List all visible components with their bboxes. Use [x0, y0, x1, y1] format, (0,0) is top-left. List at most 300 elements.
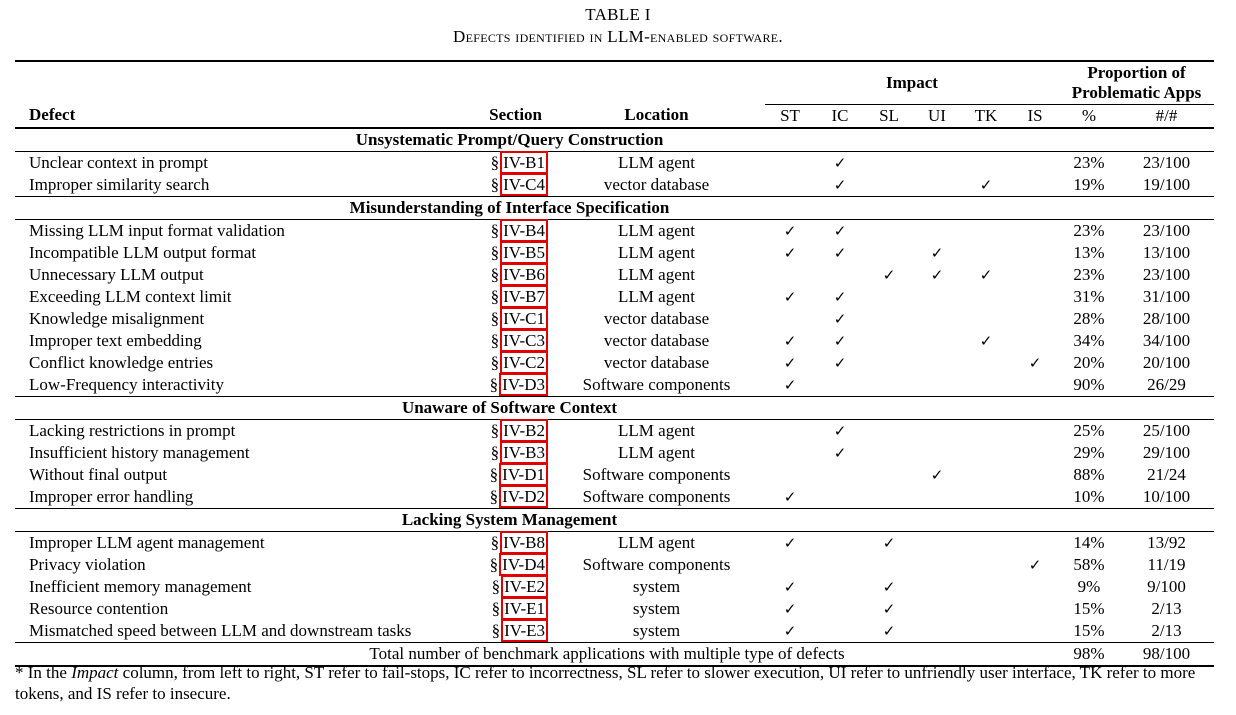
- header-row-1: [15, 61, 1214, 105]
- section-ref: IV-D3: [499, 373, 548, 396]
- impact-ui-cell: [913, 442, 961, 464]
- impact-tk-cell: [961, 464, 1011, 486]
- section-cell: [470, 264, 548, 286]
- impact-ic-cell: [815, 620, 865, 643]
- table-row: [15, 264, 1214, 286]
- impact-ic-cell: [815, 464, 865, 486]
- count-cell: 31/100: [1142, 287, 1191, 306]
- section-cell: [470, 242, 548, 264]
- impact-is-cell: [1011, 220, 1059, 243]
- section-prefix: §: [490, 533, 500, 552]
- pct-cell: 9%: [1077, 577, 1101, 596]
- impact-is-cell: [1011, 576, 1059, 598]
- check-mark-icon: ✓: [783, 288, 797, 306]
- impact-st-cell: [765, 420, 815, 443]
- section-prefix: §: [490, 243, 500, 262]
- defect-cell: Improper similarity search: [29, 175, 210, 194]
- section-cell: [470, 464, 548, 486]
- impact-ic-cell: [815, 532, 865, 555]
- impact-is-cell: [1011, 486, 1059, 509]
- impact-ic-cell: [815, 442, 865, 464]
- check-mark-icon: ✓: [882, 266, 896, 284]
- impact-is-cell: [1011, 554, 1059, 576]
- impact-is-cell: [1011, 174, 1059, 197]
- count-cell: 13/100: [1142, 243, 1191, 262]
- impact-ic-cell: [815, 174, 865, 197]
- header-proportion: [1059, 61, 1214, 105]
- impact-st-cell: [765, 220, 815, 243]
- impact-is-cell: [1011, 598, 1059, 620]
- impact-ic-cell: [815, 242, 865, 264]
- header-impact-sl: SL: [865, 105, 913, 129]
- defect-cell: Exceeding LLM context limit: [29, 287, 232, 306]
- group-row: [15, 509, 1214, 532]
- section-prefix: §: [490, 287, 500, 306]
- defect-cell: Inefficient memory management: [29, 577, 252, 596]
- count-cell: 10/100: [1142, 487, 1191, 506]
- table-row: [15, 620, 1214, 643]
- impact-ic-cell: [815, 152, 865, 175]
- location-cell: system: [632, 621, 681, 640]
- header-pct: %: [1059, 105, 1119, 129]
- section-ref: IV-B5: [500, 241, 548, 264]
- impact-ui-cell: [913, 554, 961, 576]
- section-ref: IV-B7: [500, 285, 548, 308]
- header-impact-tk: TK: [961, 105, 1011, 129]
- impact-ui-cell: [913, 152, 961, 175]
- section-ref: IV-E2: [501, 575, 548, 598]
- count-cell: 11/19: [1147, 555, 1186, 574]
- location-cell: vector database: [603, 175, 710, 194]
- section-cell: [470, 532, 548, 555]
- check-mark-icon: ✓: [783, 578, 797, 596]
- header-impact-st: ST: [765, 105, 815, 129]
- section-prefix: §: [490, 353, 500, 372]
- impact-sl-cell: [865, 242, 913, 264]
- section-cell: [470, 174, 548, 197]
- pct-cell: 88%: [1073, 465, 1105, 484]
- impact-ic-cell: [815, 598, 865, 620]
- group-title: Unaware of Software Context: [15, 397, 1214, 420]
- section-prefix: §: [491, 577, 501, 596]
- pct-cell: 34%: [1073, 331, 1105, 350]
- impact-st-cell: [765, 330, 815, 352]
- section-cell: [470, 330, 548, 352]
- impact-st-cell: [765, 532, 815, 555]
- defect-cell: Unclear context in prompt: [29, 153, 208, 172]
- impact-st-cell: [765, 374, 815, 397]
- impact-ui-cell: [913, 464, 961, 486]
- check-mark-icon: ✓: [783, 376, 797, 394]
- impact-tk-cell: [961, 174, 1011, 197]
- section-prefix: §: [490, 331, 500, 350]
- section-cell: [470, 486, 548, 509]
- section-prefix: §: [490, 175, 500, 194]
- impact-is-cell: [1011, 464, 1059, 486]
- section-ref: IV-D2: [499, 485, 548, 508]
- group-title: Lacking System Management: [15, 509, 1214, 532]
- table-row: [15, 576, 1214, 598]
- check-mark-icon: ✓: [833, 154, 847, 172]
- section-prefix: §: [490, 221, 500, 240]
- pct-cell: 90%: [1073, 375, 1105, 394]
- impact-is-cell: [1011, 264, 1059, 286]
- impact-sl-cell: [865, 174, 913, 197]
- defect-cell: Improper LLM agent management: [29, 533, 265, 552]
- impact-sl-cell: [865, 442, 913, 464]
- section-prefix: §: [489, 555, 499, 574]
- header-count: #/#: [1119, 105, 1214, 129]
- impact-ui-cell: [913, 598, 961, 620]
- check-mark-icon: ✓: [833, 288, 847, 306]
- location-cell: Software components: [582, 555, 731, 574]
- group-row: [15, 128, 1214, 152]
- impact-tk-cell: [961, 330, 1011, 352]
- check-mark-icon: ✓: [882, 600, 896, 618]
- impact-st-cell: [765, 352, 815, 374]
- section-prefix: §: [489, 487, 499, 506]
- table-row: [15, 308, 1214, 330]
- impact-ic-cell: [815, 420, 865, 443]
- section-cell: [470, 442, 548, 464]
- impact-ui-cell: [913, 308, 961, 330]
- section-ref: IV-D4: [499, 553, 548, 576]
- impact-sl-cell: [865, 598, 913, 620]
- count-cell: 23/100: [1142, 265, 1191, 284]
- location-cell: vector database: [603, 331, 710, 350]
- group-row: [15, 397, 1214, 420]
- section-ref: IV-E1: [501, 597, 548, 620]
- section-cell: [470, 374, 548, 397]
- footnote-prefix: * In the: [15, 663, 72, 682]
- impact-tk-cell: [961, 264, 1011, 286]
- defect-cell: Unnecessary LLM output: [29, 265, 204, 284]
- impact-ui-cell: [913, 352, 961, 374]
- section-ref: IV-D1: [499, 463, 548, 486]
- check-mark-icon: ✓: [882, 622, 896, 640]
- section-prefix: §: [490, 265, 500, 284]
- header-impact-is: IS: [1011, 105, 1059, 129]
- defect-cell: Incompatible LLM output format: [29, 243, 257, 262]
- impact-st-cell: [765, 152, 815, 175]
- check-mark-icon: ✓: [882, 534, 896, 552]
- location-cell: LLM agent: [618, 287, 695, 306]
- impact-is-cell: [1011, 330, 1059, 352]
- location-cell: Software components: [582, 487, 731, 506]
- count-cell: 21/24: [1147, 465, 1186, 484]
- impact-sl-cell: [865, 330, 913, 352]
- impact-sl-cell: [865, 220, 913, 243]
- impact-is-cell: [1011, 420, 1059, 443]
- check-mark-icon: ✓: [833, 222, 847, 240]
- check-mark-icon: ✓: [783, 244, 797, 262]
- defect-cell: Privacy violation: [29, 555, 146, 574]
- count-cell: 23/100: [1142, 153, 1191, 172]
- section-ref: IV-C2: [500, 351, 548, 374]
- pct-cell: 13%: [1073, 243, 1105, 262]
- impact-ui-cell: [913, 486, 961, 509]
- impact-ui-cell: [913, 532, 961, 555]
- table-row: [15, 554, 1214, 576]
- impact-ui-cell: [913, 374, 961, 397]
- impact-st-cell: [765, 486, 815, 509]
- impact-st-cell: [765, 554, 815, 576]
- check-mark-icon: ✓: [833, 332, 847, 350]
- pct-cell: 20%: [1073, 353, 1105, 372]
- impact-is-cell: [1011, 442, 1059, 464]
- impact-ui-cell: [913, 286, 961, 308]
- count-cell: 25/100: [1142, 421, 1191, 440]
- section-prefix: §: [490, 421, 500, 440]
- location-cell: LLM agent: [618, 533, 695, 552]
- check-mark-icon: ✓: [833, 444, 847, 462]
- location-cell: LLM agent: [618, 443, 695, 462]
- check-mark-icon: ✓: [930, 244, 944, 262]
- check-mark-icon: ✓: [833, 176, 847, 194]
- check-mark-icon: ✓: [979, 332, 993, 350]
- section-cell: [470, 420, 548, 443]
- count-cell: 29/100: [1142, 443, 1191, 462]
- pct-cell: 31%: [1073, 287, 1105, 306]
- impact-sl-cell: [865, 620, 913, 643]
- defects-table: [15, 60, 1214, 667]
- impact-sl-cell: [865, 308, 913, 330]
- section-cell: [470, 286, 548, 308]
- defect-cell: Lacking restrictions in prompt: [29, 421, 236, 440]
- header-impact: Impact: [886, 73, 938, 92]
- check-mark-icon: ✓: [833, 354, 847, 372]
- count-cell: 34/100: [1142, 331, 1191, 350]
- table-row: [15, 420, 1214, 443]
- impact-tk-cell: [961, 286, 1011, 308]
- impact-tk-cell: [961, 532, 1011, 555]
- impact-sl-cell: [865, 486, 913, 509]
- section-prefix: §: [491, 599, 501, 618]
- count-cell: 2/13: [1151, 599, 1182, 618]
- footnote: [15, 662, 1220, 704]
- pct-cell: 15%: [1073, 599, 1105, 618]
- impact-is-cell: [1011, 352, 1059, 374]
- section-cell: [470, 352, 548, 374]
- pct-cell: 19%: [1073, 175, 1105, 194]
- impact-ui-cell: [913, 420, 961, 443]
- check-mark-icon: ✓: [833, 422, 847, 440]
- header-impact-ui: UI: [913, 105, 961, 129]
- impact-sl-cell: [865, 554, 913, 576]
- impact-tk-cell: [961, 598, 1011, 620]
- impact-st-cell: [765, 620, 815, 643]
- impact-is-cell: [1011, 374, 1059, 397]
- impact-sl-cell: [865, 352, 913, 374]
- check-mark-icon: ✓: [783, 600, 797, 618]
- pct-cell: 23%: [1073, 153, 1105, 172]
- impact-is-cell: [1011, 242, 1059, 264]
- check-mark-icon: ✓: [783, 354, 797, 372]
- defect-cell: Improper text embedding: [29, 331, 202, 350]
- pct-cell: 10%: [1073, 487, 1105, 506]
- table-row: [15, 286, 1214, 308]
- section-cell: [470, 598, 548, 620]
- impact-st-cell: [765, 242, 815, 264]
- impact-ic-cell: [815, 486, 865, 509]
- location-cell: LLM agent: [618, 265, 695, 284]
- section-ref: IV-C3: [500, 329, 548, 352]
- table-row: [15, 152, 1214, 175]
- impact-st-cell: [765, 174, 815, 197]
- impact-st-cell: [765, 576, 815, 598]
- section-cell: [470, 220, 548, 243]
- group-row: [15, 197, 1214, 220]
- impact-tk-cell: [961, 152, 1011, 175]
- pct-cell: 14%: [1073, 533, 1105, 552]
- impact-tk-cell: [961, 620, 1011, 643]
- impact-st-cell: [765, 598, 815, 620]
- check-mark-icon: ✓: [930, 466, 944, 484]
- section-prefix: §: [489, 465, 499, 484]
- impact-ic-cell: [815, 554, 865, 576]
- impact-tk-cell: [961, 374, 1011, 397]
- check-mark-icon: ✓: [833, 244, 847, 262]
- defect-cell: Mismatched speed between LLM and downstream tasks: [29, 621, 412, 640]
- section-prefix: §: [491, 621, 501, 640]
- header-defect: Defect: [15, 61, 470, 128]
- check-mark-icon: ✓: [783, 534, 797, 552]
- group-title: Unsystematic Prompt/Query Construction: [355, 130, 664, 149]
- count-cell: 19/100: [1142, 175, 1191, 194]
- table-number: TABLE I: [585, 5, 651, 24]
- impact-tk-cell: [961, 220, 1011, 243]
- count-cell: 20/100: [1142, 353, 1191, 372]
- impact-ui-cell: [913, 174, 961, 197]
- total-pct: 98%: [1059, 643, 1119, 667]
- location-cell: Software components: [582, 375, 731, 394]
- impact-ic-cell: [815, 286, 865, 308]
- impact-ui-cell: [913, 220, 961, 243]
- section-cell: [470, 620, 548, 643]
- table-row: [15, 174, 1214, 197]
- defect-cell: Knowledge misalignment: [29, 309, 205, 328]
- pct-cell: 29%: [1073, 443, 1105, 462]
- check-mark-icon: ✓: [1028, 556, 1042, 574]
- table-row: [15, 464, 1214, 486]
- impact-ic-cell: [815, 374, 865, 397]
- impact-tk-cell: [961, 576, 1011, 598]
- section-cell: [470, 576, 548, 598]
- total-label: Total number of benchmark applications with multiple type of defects: [15, 643, 1059, 667]
- header-impact-ic: IC: [815, 105, 865, 129]
- impact-st-cell: [765, 286, 815, 308]
- location-cell: LLM agent: [618, 243, 695, 262]
- location-cell: vector database: [603, 353, 710, 372]
- table-row: [15, 532, 1214, 555]
- defect-cell: Insufficient history management: [29, 443, 250, 462]
- pct-cell: 23%: [1073, 265, 1105, 284]
- impact-ic-cell: [815, 330, 865, 352]
- impact-sl-cell: [865, 264, 913, 286]
- impact-is-cell: [1011, 152, 1059, 175]
- impact-ic-cell: [815, 264, 865, 286]
- impact-sl-cell: [865, 286, 913, 308]
- defect-cell: Conflict knowledge entries: [29, 353, 214, 372]
- section-prefix: §: [489, 375, 499, 394]
- total-count: 98/100: [1119, 643, 1214, 667]
- section-ref: IV-B1: [500, 151, 548, 174]
- header-section: Section: [470, 61, 548, 128]
- section-ref: IV-C4: [500, 173, 548, 196]
- section-prefix: §: [490, 443, 500, 462]
- impact-tk-cell: [961, 420, 1011, 443]
- impact-is-cell: [1011, 620, 1059, 643]
- location-cell: system: [632, 599, 681, 618]
- table-row: [15, 486, 1214, 509]
- check-mark-icon: ✓: [882, 578, 896, 596]
- table-row: [15, 374, 1214, 397]
- footnote-text: column, from left to right, ST refer to fail-stops, IC refer to incorrectness, SL refer to slower execution, UI refer to unfriendly user interface, TK refer to more tokens, and IS refer to insecure.: [15, 663, 1196, 703]
- defect-cell: Low-Frequency interactivity: [29, 375, 224, 394]
- pct-cell: 15%: [1073, 621, 1105, 640]
- pct-cell: 25%: [1073, 421, 1105, 440]
- defect-cell: Missing LLM input format validation: [29, 221, 285, 240]
- header-proportion-line1: Proportion of: [1087, 63, 1186, 82]
- impact-ui-cell: [913, 264, 961, 286]
- section-prefix: §: [490, 309, 500, 328]
- impact-ic-cell: [815, 576, 865, 598]
- footnote-impact-word: Impact: [71, 663, 119, 682]
- check-mark-icon: ✓: [979, 266, 993, 284]
- count-cell: 9/100: [1147, 577, 1186, 596]
- check-mark-icon: ✓: [783, 332, 797, 350]
- defect-cell: Improper error handling: [29, 487, 194, 506]
- header-proportion-line2: Problematic Apps: [1071, 83, 1202, 102]
- location-cell: LLM agent: [618, 221, 695, 240]
- defect-cell: Without final output: [29, 465, 168, 484]
- impact-sl-cell: [865, 464, 913, 486]
- impact-sl-cell: [865, 420, 913, 443]
- count-cell: 23/100: [1142, 221, 1191, 240]
- impact-ui-cell: [913, 242, 961, 264]
- impact-tk-cell: [961, 486, 1011, 509]
- section-prefix: §: [490, 153, 500, 172]
- impact-st-cell: [765, 464, 815, 486]
- count-cell: 26/29: [1147, 375, 1186, 394]
- defect-cell: Resource contention: [29, 599, 169, 618]
- impact-sl-cell: [865, 374, 913, 397]
- check-mark-icon: ✓: [979, 176, 993, 194]
- location-cell: vector database: [603, 309, 710, 328]
- section-cell: [470, 554, 548, 576]
- table-row: [15, 442, 1214, 464]
- section-ref: IV-B6: [500, 263, 548, 286]
- table-row: [15, 352, 1214, 374]
- impact-tk-cell: [961, 242, 1011, 264]
- location-cell: Software components: [582, 465, 731, 484]
- count-cell: 28/100: [1142, 309, 1191, 328]
- impact-sl-cell: [865, 152, 913, 175]
- table-row: [15, 598, 1214, 620]
- impact-ic-cell: [815, 352, 865, 374]
- impact-sl-cell: [865, 576, 913, 598]
- location-cell: LLM agent: [618, 153, 695, 172]
- impact-ui-cell: [913, 576, 961, 598]
- location-cell: system: [632, 577, 681, 596]
- section-ref: IV-E3: [501, 619, 548, 642]
- header-location: Location: [548, 61, 765, 128]
- impact-tk-cell: [961, 352, 1011, 374]
- impact-st-cell: [765, 264, 815, 286]
- count-cell: 13/92: [1147, 533, 1186, 552]
- impact-ic-cell: [815, 308, 865, 330]
- impact-is-cell: [1011, 532, 1059, 555]
